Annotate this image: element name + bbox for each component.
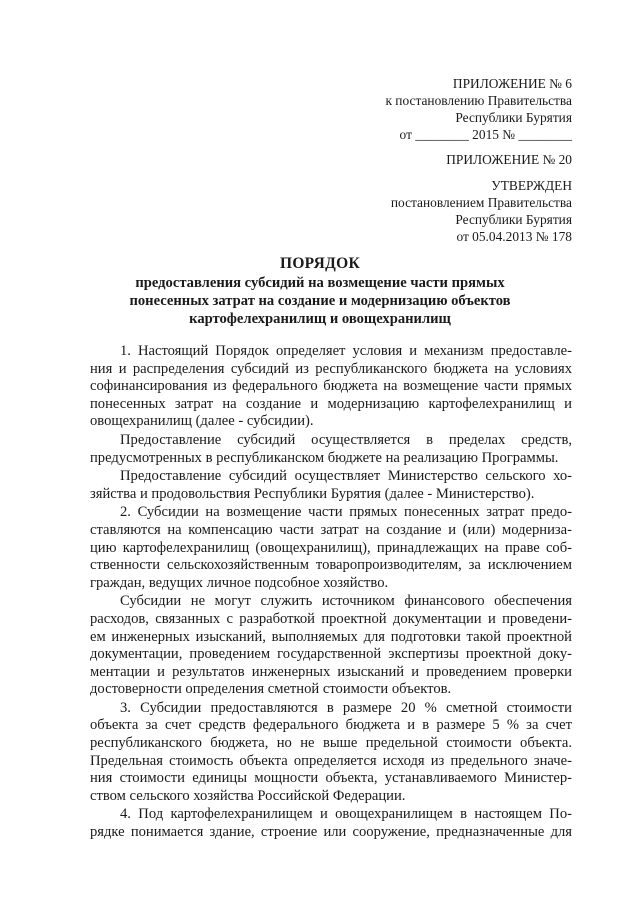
paragraph-line: Предельная стоимость объекта определяется исходя из предельного значе-: [90, 752, 572, 769]
paragraph-line: ния стоимости единицы мощности объекта, устанавливаемого Министер-: [90, 770, 572, 787]
approved-republic-line: Республики Бурятия: [455, 212, 572, 227]
paragraph-line: понесенных затрат на создание и модернизацию картофелехранилищ и: [90, 395, 572, 412]
paragraph-line: граждан, ведущих личное подсобное хозяйство.: [90, 574, 389, 591]
paragraph-line: расходов, связанных с разработкой проектной документации и проведени-: [90, 610, 572, 627]
paragraph-line: ния и распределения субсидий из республиканского бюджета на условиях: [90, 360, 572, 377]
paragraph-line: Предоставление субсидий осуществляется в пределах средств,: [120, 431, 572, 448]
paragraph-line: овощехранилищ (далее - субсидии).: [90, 413, 314, 430]
paragraph-line: ем инженерных изысканий, выполняемых для подготовки такой проектной: [90, 628, 572, 645]
paragraph-line: объекта за счет средств федерального бюджета и в размере 5 % за счет: [90, 717, 572, 734]
paragraph-line: предусмотренных в республиканском бюджете на реализацию Программы.: [90, 449, 559, 466]
paragraph-line: 1. Настоящий Порядок определяет условия и механизм предоставле-: [120, 343, 572, 359]
appendix-resolution-line: к постановлению Правительства: [385, 93, 572, 108]
paragraph-line: документации, проведением государственной экспертизы проектной доку-: [90, 646, 572, 663]
document-body: [90, 343, 572, 842]
paragraph-line: 3. Субсидии предоставляются в размере 20 % сметной стоимости: [120, 699, 572, 716]
paragraph-line: рядке понимается здание, строение или сооружение, предназначенные для: [90, 824, 572, 841]
appendix-republic-line: Республики Бурятия: [455, 110, 572, 125]
paragraph-line: 4. Под картофелехранилищем и овощехранилищем в настоящем По-: [120, 806, 572, 823]
paragraph-line: достоверности определения сметной стоимости объектов.: [90, 681, 452, 698]
paragraph-line: Субсидии не могут служить источником финансового обеспечения: [120, 593, 572, 610]
appendix-date-line: от ________ 2015 № ________: [399, 127, 572, 142]
paragraph-line: ственности сельскохозяйственным товаропроизводителям, за исключением: [90, 557, 572, 574]
paragraph-line: ставляются на компенсацию части затрат на создание и (или) модерниза-: [90, 521, 572, 538]
document-subtitle-line-3: картофелехранилищ и овощехранилищ: [189, 311, 451, 327]
paragraph-line: ством сельского хозяйства Российской Федерации.: [90, 787, 406, 804]
paragraph-line: ментации и результатов инженерных изысканий и проведением проверки: [90, 663, 572, 680]
paragraph-line: Предоставление субсидий осуществляет Министерство сельского хо-: [120, 468, 572, 485]
paragraph-line: республиканского бюджета, но не выше предельной стоимости объекта.: [90, 735, 572, 752]
document-title: ПОРЯДОК: [279, 255, 361, 272]
approved-date-line: от 05.04.2013 № 178: [456, 229, 572, 244]
paragraph-line: софинансирования из федерального бюджета на возмещение части прямых: [90, 378, 572, 395]
paragraph-line: 2. Субсидии на возмещение части прямых понесенных затрат предо-: [120, 504, 572, 521]
document-subtitle-line-1: предоставления субсидий на возмещение части прямых: [135, 275, 505, 291]
paragraph-line: цию картофелехранилищ (овощехранилищ), принадлежащих на праве соб-: [90, 539, 572, 556]
document-subtitle-line-2: понесенных затрат на создание и модернизацию объектов: [129, 293, 511, 309]
appendix-number: ПРИЛОЖЕНИЕ № 6: [452, 76, 572, 91]
appendix-20-number: ПРИЛОЖЕНИЕ № 20: [446, 152, 572, 167]
paragraph-line: зяйства и продовольствия Республики Бурятия (далее - Министерство).: [90, 485, 535, 502]
approved-resolution-line: постановлением Правительства: [390, 195, 572, 210]
approved-label: УТВЕРЖДЕН: [491, 178, 572, 193]
